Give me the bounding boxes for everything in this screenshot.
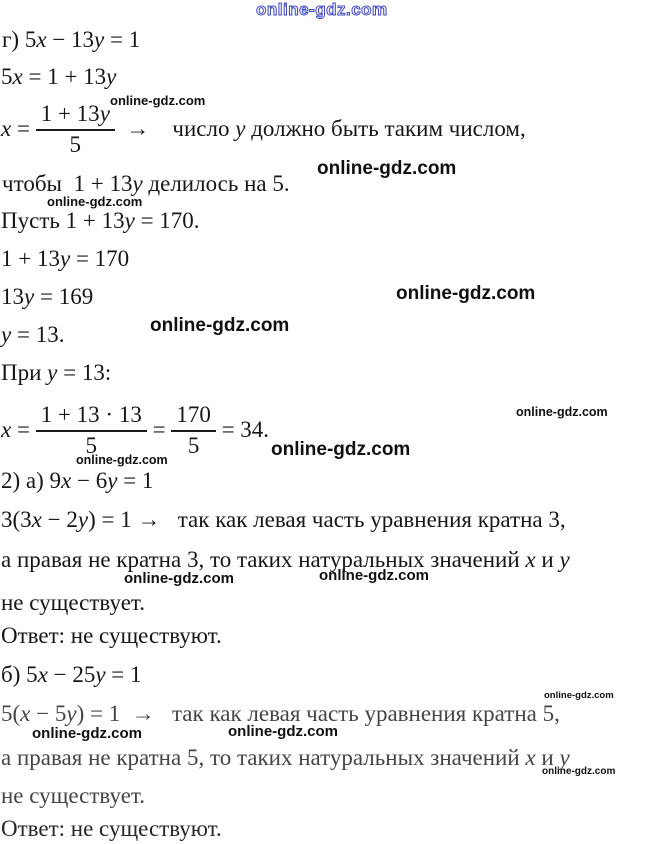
line-let-statement: Пусть 1 + 13y = 170. [1, 208, 200, 233]
watermark: online-gdz.com [150, 315, 290, 336]
fraction-denominator: 5 [85, 432, 98, 458]
line-pri-y-13: При y = 13: [1, 360, 112, 385]
fraction [171, 402, 216, 459]
line-not-exist: не существует. [1, 590, 145, 615]
watermark: online-gdz.com [110, 93, 206, 108]
equals-sign: = [146, 417, 172, 442]
line-divisibility-condition: чтобы 1 + 13y делилось на 5. [2, 171, 290, 196]
watermark: online-gdz.com [516, 405, 608, 419]
line-factored-5: 5(x − 5y) = 1 → так как левая часть уравнения кратна 5, [1, 701, 560, 726]
equation-fraction-line-2 [1, 398, 269, 462]
watermark: online-gdz.com [317, 158, 457, 179]
line-no-natural-5: а правая не кратна 5, то таких натуральных значений x и y [1, 745, 570, 770]
fraction-tail: → число y должно быть таким числом, [114, 116, 526, 141]
line-13y-169: 13y = 169 [1, 284, 94, 309]
watermark: online-gdz.com [544, 690, 614, 701]
line-no-natural-3: а правая не кратна 3, то таких натуральных значений x и y [1, 547, 570, 572]
line-answer-1: Ответ: не существуют. [1, 623, 222, 648]
watermark: online-gdz.com [271, 439, 411, 460]
equation-fraction-line-1 [1, 95, 526, 163]
line-answer-2: Ответ: не существуют. [1, 816, 222, 841]
fraction [36, 101, 115, 158]
line-case-g-equation: г) 5x − 13y = 1 [2, 27, 141, 52]
fraction-denominator: 5 [69, 131, 82, 157]
fraction-tail: = 34. [215, 417, 270, 442]
line-rearranged-equation: 5x = 1 + 13y [1, 64, 117, 89]
watermark: online-gdz.com [76, 453, 168, 467]
fraction-denominator: 5 [187, 432, 200, 458]
watermark: online-gdz.com [32, 725, 142, 742]
line-not-exist-2: не существует. [1, 783, 145, 808]
fraction-lead: x = [1, 116, 36, 141]
fraction-numerator: 1 + 13y [36, 101, 115, 131]
watermark: online-gdz.com [124, 570, 234, 587]
watermark: online-gdz.com [319, 567, 429, 584]
fraction-numerator: 1 + 13 · 13 [36, 402, 147, 432]
watermark: online-gdz.com [396, 283, 536, 304]
fraction-lead: x = [1, 417, 36, 442]
watermark: online-gdz.com [228, 723, 338, 740]
line-y-13: y = 13. [1, 322, 65, 347]
line-equation-170: 1 + 13y = 170 [1, 246, 130, 271]
fraction [36, 402, 147, 459]
watermark: online-gdz.com [47, 194, 143, 209]
watermark: online-gdz.com [542, 766, 616, 777]
watermark-outline-top: online-gdz.com [256, 0, 388, 19]
line-case-b-equation: б) 5x − 25y = 1 [1, 662, 142, 687]
fraction-numerator: 170 [171, 402, 216, 432]
line-case-2a-equation: 2) а) 9x − 6y = 1 [1, 468, 154, 493]
line-factored-3: 3(3x − 2y) = 1 → так как левая часть уравнения кратна 3, [1, 507, 566, 532]
